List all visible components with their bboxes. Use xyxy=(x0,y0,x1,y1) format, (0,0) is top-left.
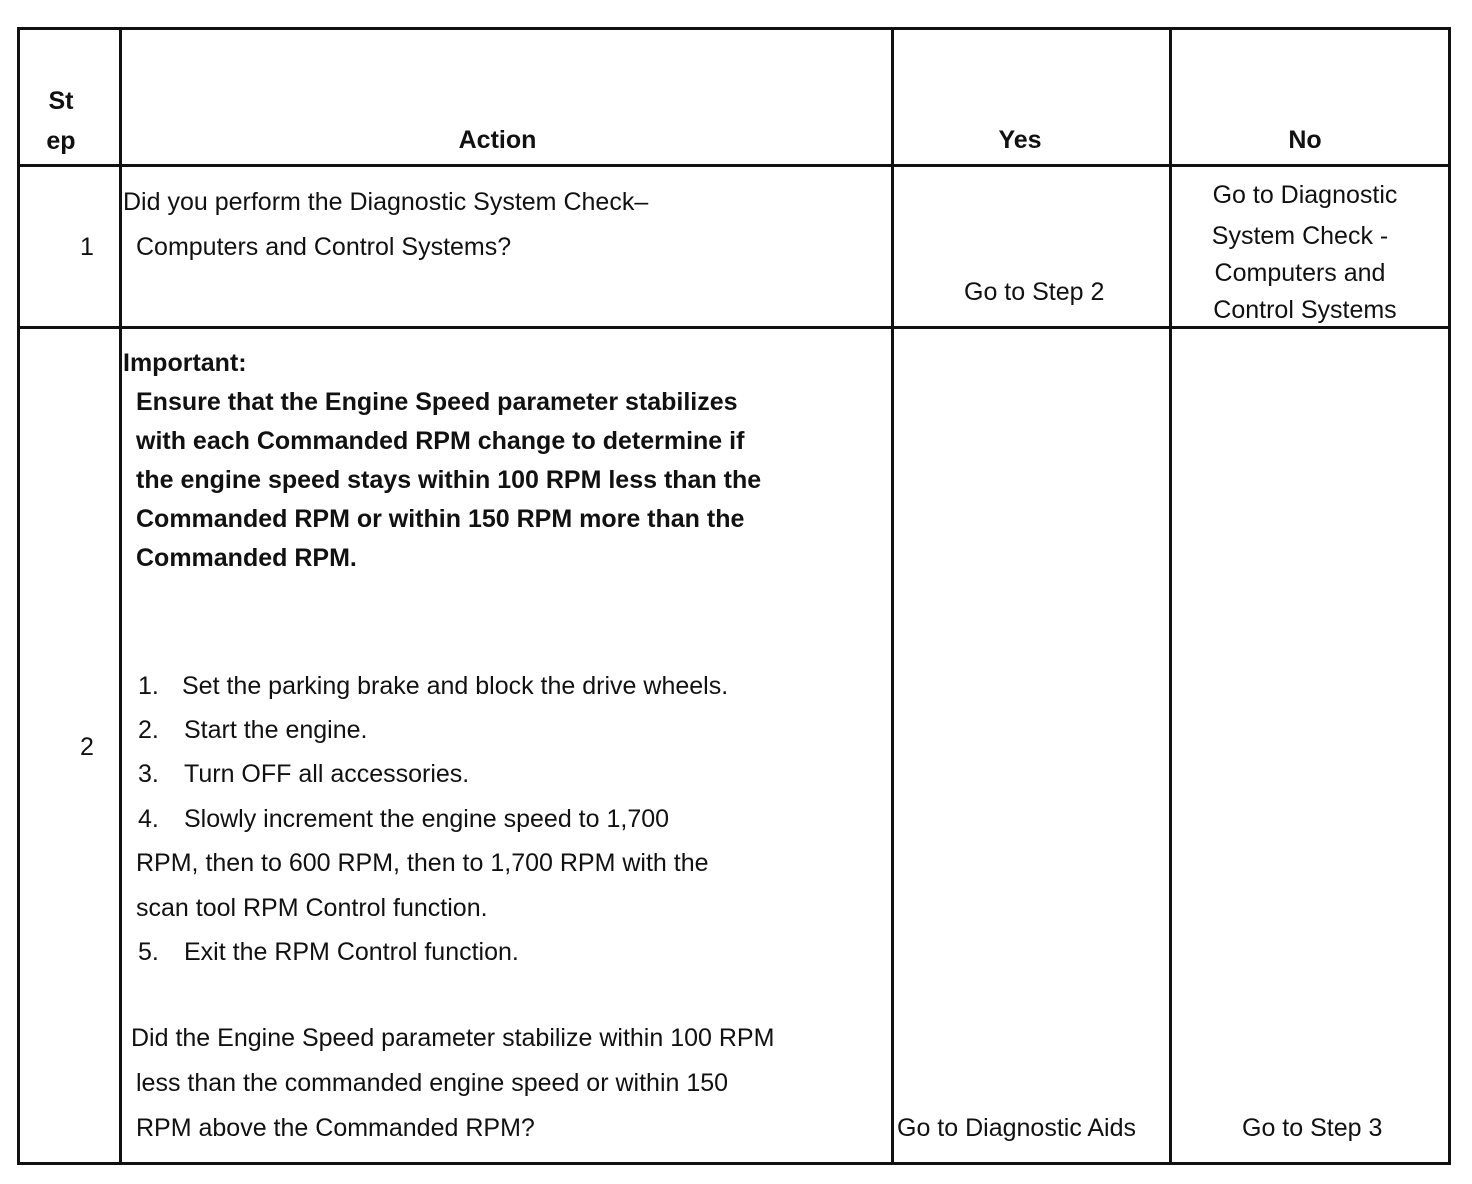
no-link-line[interactable]: Computers and xyxy=(1214,259,1386,287)
important-text-line: Commanded RPM. xyxy=(136,544,357,572)
important-text-line: Ensure that the Engine Speed parameter stabilizes xyxy=(136,388,738,416)
question-text-line: Did the Engine Speed parameter stabilize within 100 RPM xyxy=(131,1024,775,1052)
question-text-line: RPM above the Commanded RPM? xyxy=(136,1114,535,1142)
list-item-continuation: scan tool RPM Control function. xyxy=(136,894,488,922)
row-divider xyxy=(20,326,1448,329)
list-item-number: 1. xyxy=(138,672,159,700)
header-row-divider xyxy=(20,164,1448,167)
list-item-text: Start the engine. xyxy=(184,716,368,744)
column-divider xyxy=(891,30,894,1162)
header-action: Action xyxy=(458,126,537,154)
column-divider xyxy=(1169,30,1172,1162)
list-item-text: Set the parking brake and block the drive wheels. xyxy=(182,672,729,700)
no-link-line[interactable]: Control Systems xyxy=(1213,296,1397,324)
important-text-line: the engine speed stays within 100 RPM less than the xyxy=(136,466,762,494)
header-step-line1: St xyxy=(48,87,74,115)
important-label: Important: xyxy=(123,349,247,377)
important-text-line: Commanded RPM or within 150 RPM more than the xyxy=(136,505,745,533)
header-step-line2: ep xyxy=(46,127,76,155)
list-item-text: Turn OFF all accessories. xyxy=(184,760,470,788)
yes-link[interactable]: Go to Diagnostic Aids xyxy=(897,1114,1137,1142)
no-link[interactable]: Go to Step 3 xyxy=(1242,1114,1383,1142)
header-no: No xyxy=(1288,126,1322,154)
column-divider xyxy=(119,30,122,1162)
list-item-number: 2. xyxy=(138,716,159,744)
action-text-line: Did you perform the Diagnostic System Check– xyxy=(123,188,649,216)
important-text-line: with each Commanded RPM change to determine if xyxy=(136,427,745,455)
no-link-line[interactable]: System Check - xyxy=(1211,222,1389,250)
question-text-line: less than the commanded engine speed or within 150 xyxy=(136,1069,729,1097)
action-text-line: Computers and Control Systems? xyxy=(136,233,512,261)
yes-link[interactable]: Go to Step 2 xyxy=(964,278,1105,306)
list-item-text: Slowly increment the engine speed to 1,700 xyxy=(184,805,670,833)
header-yes: Yes xyxy=(998,126,1042,154)
list-item-number: 3. xyxy=(138,760,159,788)
no-link-line[interactable]: Go to Diagnostic xyxy=(1212,181,1398,209)
list-item-number: 5. xyxy=(138,938,159,966)
list-item-text: Exit the RPM Control function. xyxy=(184,938,519,966)
list-item-continuation: RPM, then to 600 RPM, then to 1,700 RPM with the xyxy=(136,849,709,877)
step-number: 1 xyxy=(80,233,94,261)
step-number: 2 xyxy=(80,733,94,761)
list-item-number: 4. xyxy=(138,805,159,833)
